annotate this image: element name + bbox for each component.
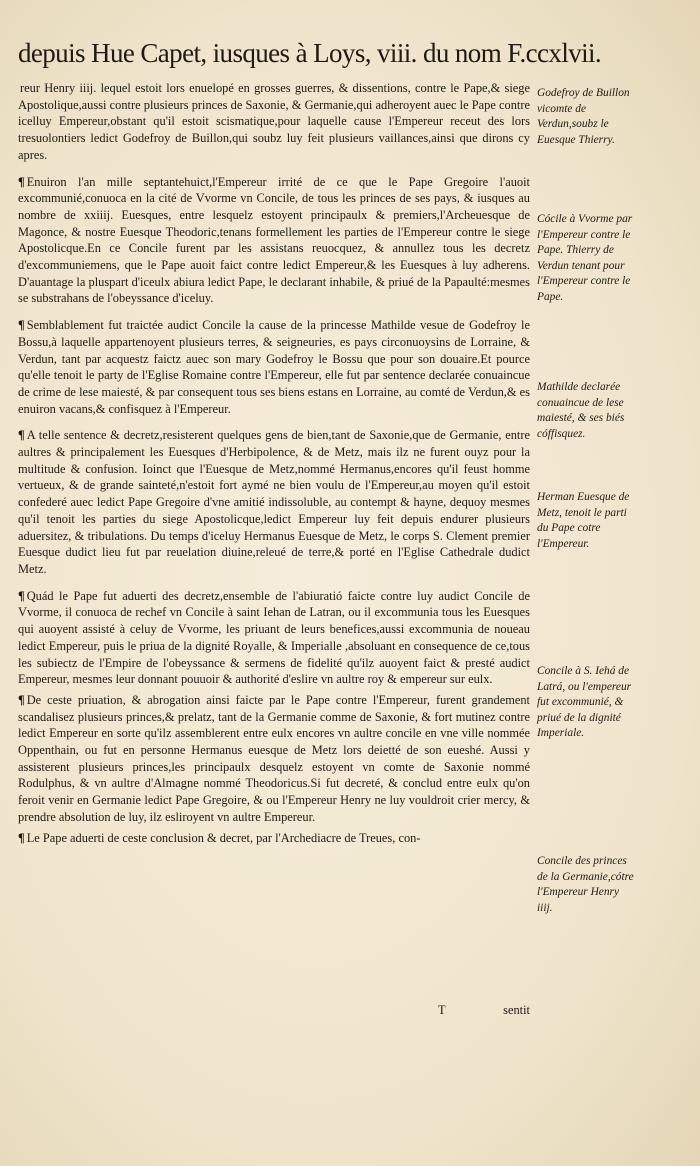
paragraph-7 <box>18 830 530 847</box>
paragraph-text: reur Henry iiij. lequel estoit lors enuelopé en grosses guerres, & dissentions, contre le Pape,& siege Apostolique,aussi contre plusieurs princes de Saxonie, & Germanie,qui adheroyent auec le Pape contre icelluy Empereur,obstant qu'il estoit scismatique,pour laquelle cause l'Empereur receut des lors tresuolontiers ledict Godefroy de Buillon,qui soubz luy feit plusieurs vaillances,ainsi que dirons cy apres. <box>18 81 530 162</box>
margin-note-concile-princes: Concile des princes de la Germanie,cótre l'Empereur Henry iiij. <box>537 855 634 914</box>
pilcrow-icon: ¶ <box>18 830 25 845</box>
pilcrow-icon: ¶ <box>18 692 25 707</box>
margin-note-concile-vvorme: Cócile à Vvorme par l'Empereur contre le Pape. Thierry de Verdun tenant pour l'Empereur contre le Pape. <box>537 213 633 303</box>
catchword: sentit <box>503 1003 530 1017</box>
signature-mark: T <box>438 1003 446 1017</box>
paragraph-6 <box>18 692 530 826</box>
paragraph-1 <box>18 80 530 164</box>
margin-note-godefroy: Godefroy de Buillon vicomte de Verdun,soubz le Euesque Thierry. <box>537 87 630 146</box>
pilcrow-icon: ¶ <box>18 318 25 333</box>
margin-note-concile-latran: Concile à S. Iehá de Latrá, ou l'empereur fut excommunié, & priué de la dignité Imperiale. <box>537 665 632 740</box>
page-footer <box>18 1003 530 1019</box>
paragraph-text: Enuiron l'an mille septantehuict,l'Empereur irrité de ce que le Pape Gregoire l'auoit excommunié,conuoca en la cité de Vvorme vn Concile, de tous les princes de ses pays, & iusques au nombre de xxiiij. Euesques, entre lesquelz estoyent principaulx & premiers,l'Archeuesque de Magonce, & nostre Euesque Theodoric,tenans formellement les parties de l'Empereur contre le siege Apostolicque.En ce Concile furent par les assistans reuocquez, & annullez tous les decretz d'excommuniemens, que le Pape auoit faict contre ledict Empereur,& les Euesques à luy adherens. D'auantage la pluspart d'iceulx abiura ledict Pape, le declarant inhabile, & priué de la Papaulté:mesmes se substrahans de l'obeyssance d'iceluy. <box>18 174 530 306</box>
paragraph-text: Quád le Pape fut aduerti des decretz,ensemble de l'abiuratió faicte contre luy audict Concile de Vvorme, il conuoca de rechef vn Concile à saint Iehan de Latran, ou il excommunia tous les Euesques qui auoyent assisté à celuy de Vvorme, les priuant de leurs benefices,aussi excommunia de noueau ledict Empereur, puis le priua de la dignité Royalle, & Imperialle ,absoluant en consequence de ce,tous les subiectz de l'Empire de l'obeyssance & sermens de fidelité qu'ilz auoyent faict & presté audict Empereur, mesmes leur donnant pouuoir & authorité d'eslire vn aultre roy & empereur sur eulx. <box>18 588 530 687</box>
running-title: depuis Hue Capet, iusques à Loys, viii. du nom F.ccxlvii. <box>18 38 602 68</box>
pilcrow-icon: ¶ <box>18 428 25 443</box>
paragraph-text: De ceste priuation, & abrogation ainsi faicte par le Pape contre l'Empereur, furent grandement scandalisez plusieurs princes,& prelatz, tant de la Germanie comme de Saxonie, & fort mutinez contre ledict Empereur en sorte qu'ilz assemblerent entre eulx encores vn aultre concile en vne ville nommée Oppenthain, ou fut en personne Hermanus euesque de Metz lors deietté de son eueshé. Aussi y assisterent plusieurs princes,les principaulx desquelz estoyent vn comte de Saxonie nommé Rodulphus, & vn aultre d'Almagne nommé Theodoricus.Si fut decreté, & conclud entre eulx qu'on feroit venir en Germanie ledict Pape Gregoire, & ou l'Empereur Henry ne luy vouldroit crier mercy, & prendre absolution de luy, ilz esliroyent vn aultre Empereur. <box>18 692 530 824</box>
paragraph-text: Le Pape aduerti de ceste conclusion & decret, par l'Archediacre de Treues, con- <box>26 830 421 845</box>
paragraph-3 <box>18 317 530 417</box>
main-text-column <box>18 80 530 856</box>
pilcrow-icon: ¶ <box>18 174 25 189</box>
paragraph-4 <box>18 427 530 577</box>
paragraph-text: A telle sentence & decretz,resisterent quelques gens de bien,tant de Saxonie,que de Germanie, entre aultres & principalement les Euesques d'Herbipolence, & de Metz, mais ilz ne furent ouyz pour la multitude & confusion. Ioinct que l'Euesque de Metz,nommé Hermanus,encores qu'il feust homme vertueux, & de grande sainteté,n'estoit fort aymé ne bien voulu de l'Empereur,au moyen qu'il estoit confederé auec ledict Pape Gregoire d'vne amitié indissoluble, au contempt & hayne, dequoy mesmes qu'il tenoit les parties du siege Apostolicque,ledict Empereur luy feit depuis endurer plusieurs aduersitez, & tribulations. Du temps d'iceluy Hermanus Euesque de Metz, le corps S. Clement premier Euesque dudict lieu fut par reuelation diuine,releué de terre,& porté en l'Eglise Cathedrale dudict Metz. <box>18 428 530 576</box>
margin-note-herman: Herman Euesque de Metz, tenoit le parti du Pape cotre l'Empereur. <box>537 491 630 550</box>
pilcrow-icon: ¶ <box>18 588 25 603</box>
paragraph-2 <box>18 174 530 308</box>
paragraph-text: Semblablement fut traictée audict Concile la cause de la princesse Mathilde vesue de Godefroy le Bossu,à laquelle appartenoyent plusieurs terres, & seigneuries, es pays circonuoysins de Lorraine, & Verdun, tant par acquestz faictz auec son mary Godefroy le Bossu que pour son douaire.Et pource qu'elle tenoit le party de l'Eglise Romaine contre l'Empereur, elle fut par sentence declarée conuaincue de crime de lese maiesté, & par consequent tous ses biens estans en Lorraine, au comté de Verdun,& es enuiron vacans,& confisquez à l'Empereur. <box>18 318 530 416</box>
paragraph-5 <box>18 588 530 688</box>
margin-note-mathilde: Mathilde declarée conuaincue de lese maiesté, & ses biés cóffisquez. <box>537 381 625 440</box>
